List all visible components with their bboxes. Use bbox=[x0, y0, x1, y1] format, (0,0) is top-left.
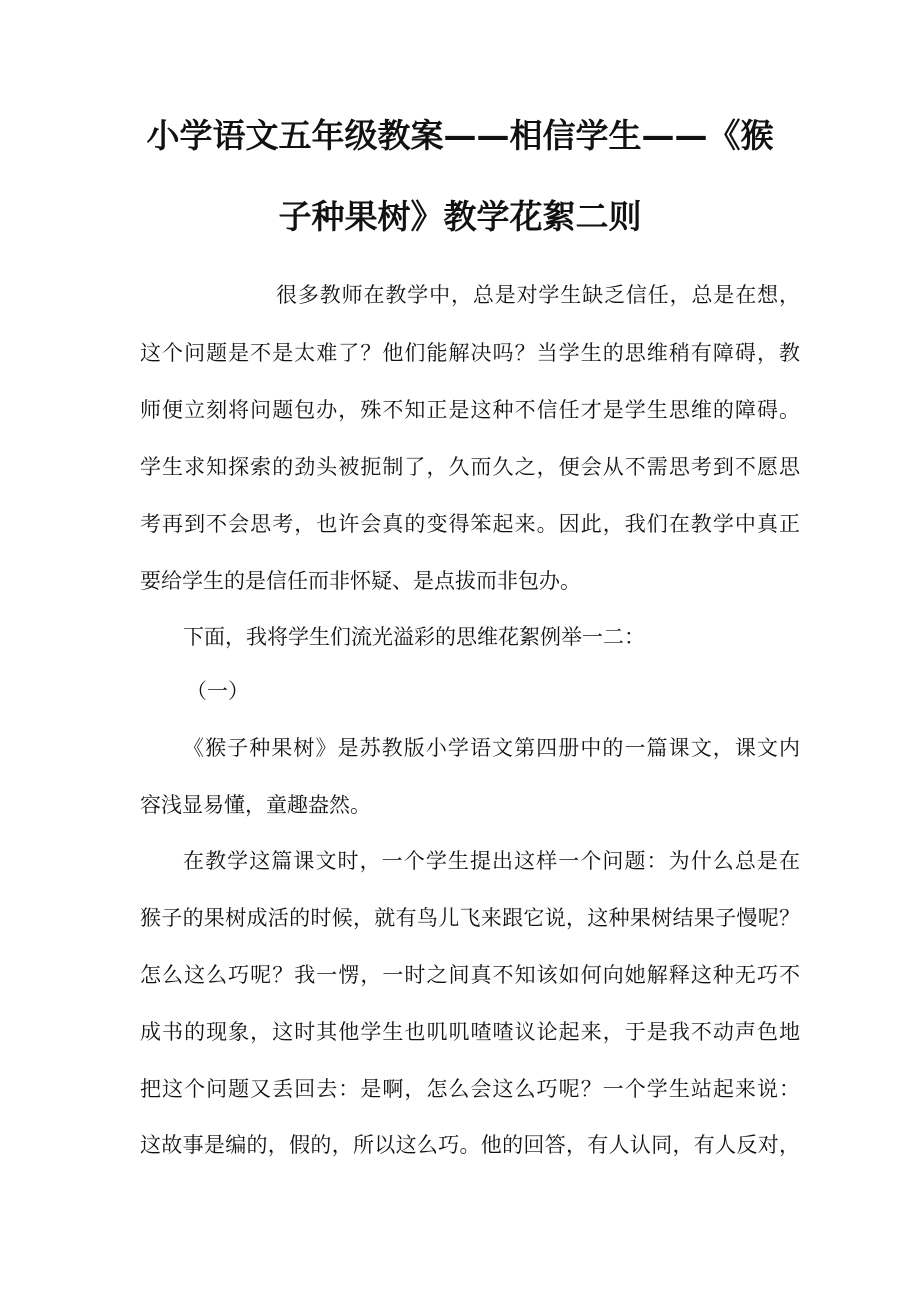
paragraph-line: 要给学生的是信任而非怀疑、是点拔而非包办。 bbox=[140, 569, 581, 593]
paragraph-line: 学生求知探索的劲头被扼制了，久而久之，便会从不需思考到不愿思 bbox=[140, 455, 800, 479]
paragraph-line: 这个问题是不是太难了？他们能解决吗？当学生的思维稍有障碍，教 bbox=[140, 341, 800, 365]
paragraph-line: 考再到不会思考，也许会真的变得笨起来。因此，我们在教学中真正 bbox=[140, 512, 800, 536]
document-title-line-2: 子种果树》教学花絮二则 bbox=[278, 197, 642, 236]
paragraph-line: 容浅显易懂，童趣盎然。 bbox=[140, 793, 371, 817]
paragraph-line: 下面，我将学生们流光溢彩的思维花絮例举一二： bbox=[183, 625, 645, 649]
paragraph-line: 师便立刻将问题包办，殊不知正是这种不信任才是学生思维的障碍。 bbox=[140, 398, 800, 422]
paragraph-line: 这故事是编的，假的，所以这么巧。他的回答，有人认同，有人反对， bbox=[140, 1133, 800, 1157]
section-heading: （一） bbox=[186, 679, 249, 703]
document-title-line-1: 小学语文五年级教案——相信学生——《猴 bbox=[146, 116, 774, 155]
paragraph-line: 怎么这么巧呢？我一愣，一时之间真不知该如何向她解释这种无巧不 bbox=[140, 963, 800, 987]
paragraph-line: 成书的现象，这时其他学生也叽叽喳喳议论起来，于是我不动声色地 bbox=[140, 1020, 800, 1044]
paragraph-line: 把这个问题又丢回去：是啊，怎么会这么巧呢？一个学生站起来说： bbox=[140, 1077, 800, 1101]
paragraph-line: 猴子的果树成活的时候，就有鸟儿飞来跟它说，这种果树结果子慢呢？ bbox=[140, 906, 800, 930]
paragraph-line: 很多教师在教学中，总是对学生缺乏信任，总是在想， bbox=[276, 283, 800, 307]
paragraph-line: 在教学这篇课文时，一个学生提出这样一个问题：为什么总是在 bbox=[183, 849, 800, 873]
paragraph-line: 《猴子种果树》是苏教版小学语文第四册中的一篇课文，课文内 bbox=[183, 736, 800, 760]
